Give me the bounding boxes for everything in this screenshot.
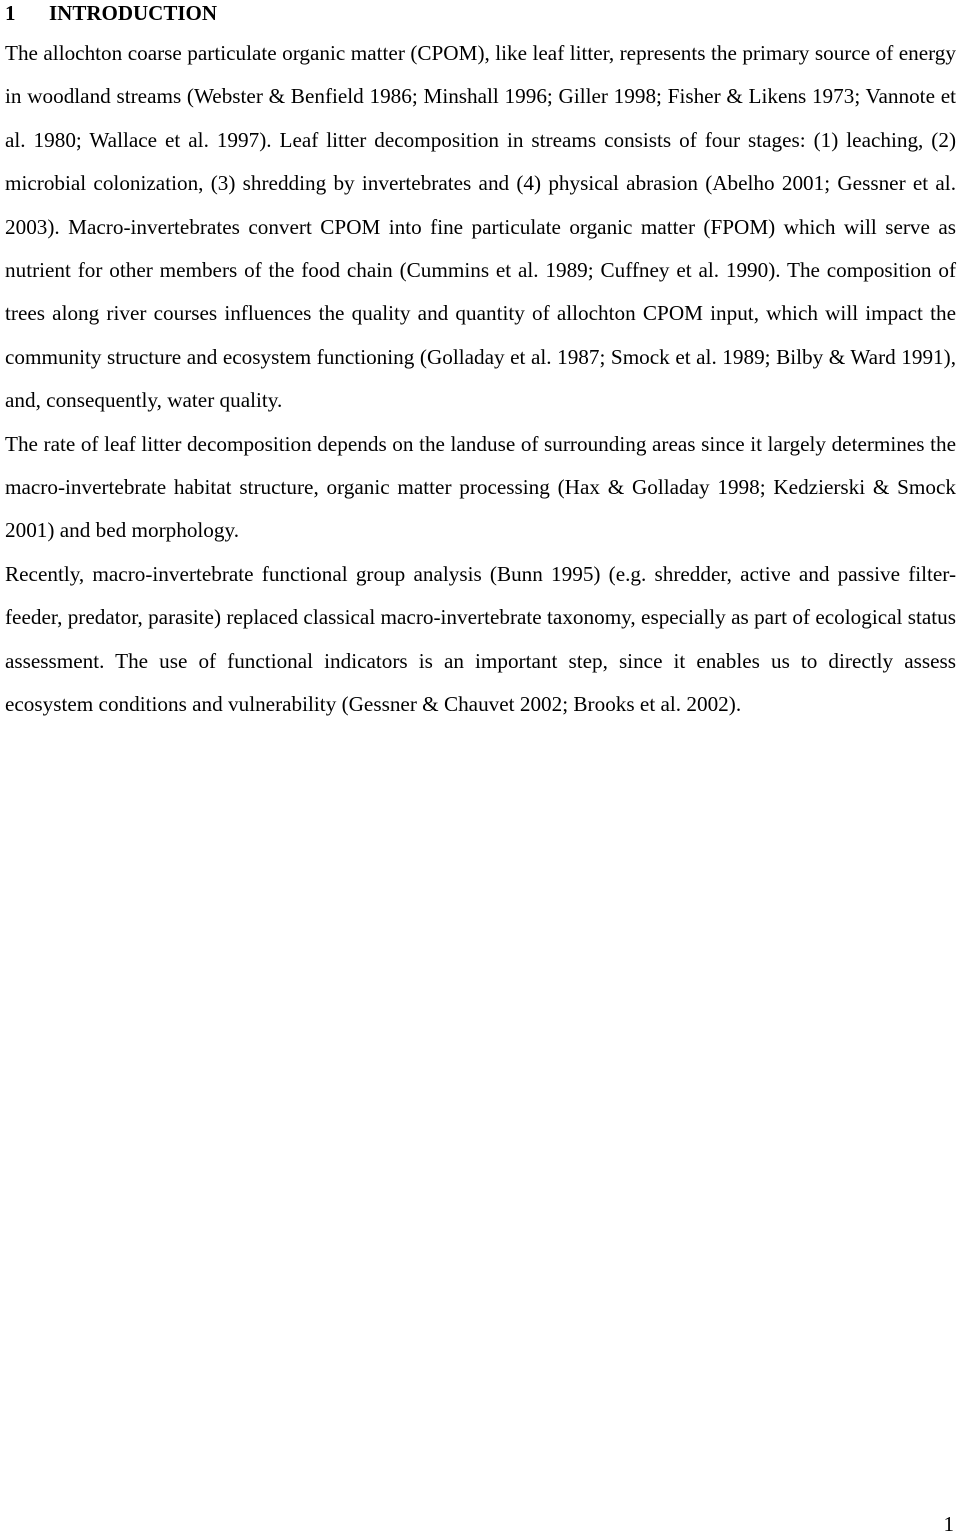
paragraph-intro: The allochton coarse particulate organic matter (CPOM), like leaf litter, represents the primary source of energy in woodland streams (Webster & Benfield 1986; Minshall 1996; Giller 1998; Fisher & Likens 1973; Vannote et al. 1980; Wallace et al. 1997). Leaf litter decomposition in streams consists of four stages: (1) leaching, (2) microbial colonization, (3) shredding by invertebrates and (4) physical abrasion (Abelho 2001; Gessner et al. 2003). Macro-invertebrates convert CPOM into fine particulate organic matter (FPOM) which will serve as nutrient for other members of the food chain (Cummins et al. 1989; Cuffney et al. 1990). The composition of trees along river courses influences the quality and quantity of allochton CPOM input, which will impact the community structure and ecosystem functioning (Golladay et al. 1987; Smock et al. 1989; Bilby & Ward 1991), and, consequently, water quality.: [5, 41, 956, 413]
section-title: INTRODUCTION: [49, 1, 218, 25]
document-page: [5, 0, 956, 727]
section-heading: [5, 0, 956, 26]
paragraph-functional-groups: Recently, macro-invertebrate functional group analysis (Bunn 1995) (e.g. shredder, active and passive filter-feeder, predator, parasite) replaced classical macro-invertebrate taxonomy, especially as part of ecological status assessment. The use of functional indicators is an important step, since it enables us to directly assess ecosystem conditions and vulnerability (Gessner & Chauvet 2002; Brooks et al. 2002).: [5, 561, 956, 717]
page-number: 1: [943, 1512, 954, 1536]
paragraph-landuse: The rate of leaf litter decomposition depends on the landuse of surrounding areas since it largely determines the macro-invertebrate habitat structure, organic matter processing (Hax & Golladay 1998; Kedzierski & Smock 2001) and bed morphology.: [5, 431, 956, 543]
section-number: 1: [5, 1, 16, 25]
